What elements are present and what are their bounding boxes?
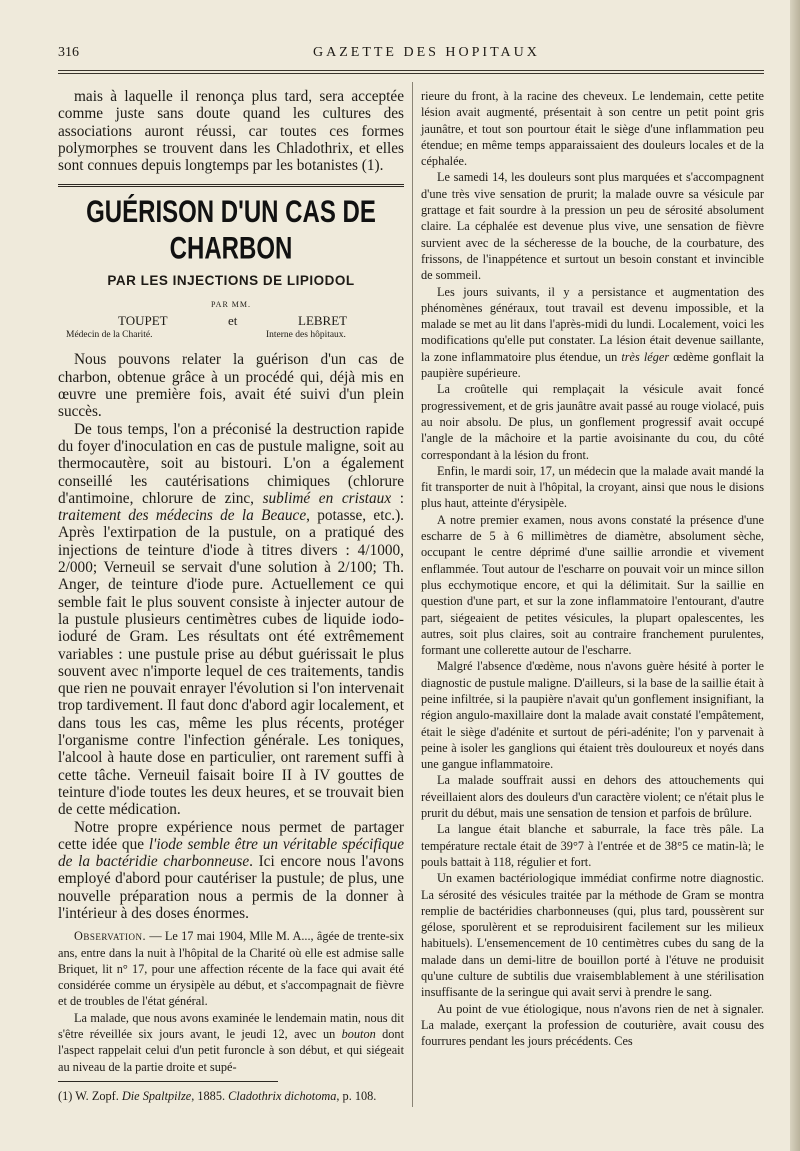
authors-block	[58, 313, 404, 345]
paragraph-first-exam: A notre premier examen, nous avons constaté la présence d'une escharre de 5 à 6 millimètres de diamètre, absolument sèche, occupant le centre déprimé d'une saillie arrondie et vivement enflammée. Tout autour de l'escharre on pouvait voir un mince sillon plus ecchymotique encore, et qui la délimitait. Sur la saillie en question d'une part, et sur la zone inflammatoire l'entourant, d'autre part, siégeaient de petites vésicules, la plupart opalescentes, les autres, soit plus claires, soit au contraire franchement purulentes, formant une collerette autour de l'escharre.	[421, 512, 764, 658]
journal-title: GAZETTE DES HOPITAUX	[313, 45, 540, 60]
author-conjunction: et	[228, 313, 238, 329]
article-subtitle: PAR LES INJECTIONS DE LIPIODOL	[107, 273, 355, 289]
author-toupet-role: Médecin de la Charité.	[66, 330, 153, 341]
article-rule	[58, 184, 404, 187]
author-toupet: TOUPET	[118, 313, 168, 329]
author-lebret: LEBRET	[298, 313, 348, 329]
footnote: (1) W. Zopf. Die Spaltpilze, 1885. Cladothrix dichotoma, p. 108.	[58, 1088, 377, 1103]
paragraph-crust: La croûtelle qui remplaçait la vésicule avait foncé progressivement, et de gris jaunâtre avait passé au rouge violacé, puis au noir absolu. De plus, un gonflement progressif avait occupé l'angle de la mâchoire et la partie avoisinante du cou, du côté correspondant à la lésion du front.	[421, 382, 764, 462]
page-header	[58, 45, 764, 67]
paragraph-etiology: Au point de vue étiologique, nous n'avons rien de net à signaler. La malade, exerçant la profession de couturière, avait cousu des fourrures pendant les jours précédents. Ces	[421, 1001, 764, 1049]
column-divider	[412, 82, 413, 1107]
paragraph-bacteriology: Un examen bactériologique immédiat confirme notre diagnostic. La sérosité des vésicules traitée par la méthode de Gram se montra remplie de bactéridies charbonneuses (qui, plus tard, poussèrent sur gélose, sporulèrent et se reproduisirent facilement sur les milieux habituels). L'ensemencement de 10 centimètres cubes du sang de la malade dans un demi-litre de bouillon porté à l'étuve ne produisit qu'une culture de subtilis due vraisemblablement à une stérilisation insuffisante de la seringue qui avait servi à prendre le sang.	[421, 871, 764, 1000]
byline-prefix: PAR MM.	[210, 300, 252, 310]
paragraph-lesion-onset: rieure du front, à la racine des cheveux. Le lendemain, cette petite lésion avait augmenté, présentait à son centre un petit point gris jaunâtre, et tout son pourtour était le siège d'une inflammation peu étendue; en même temps apparaissaient des douleurs locales et de la céphalée.	[421, 89, 764, 169]
header-rule	[58, 70, 764, 71]
observation-label: Observation.	[74, 929, 147, 944]
article-title: GUÉRISON D'UN CAS DE CHARBON	[86, 195, 376, 267]
left-column	[58, 88, 404, 1104]
page-edge-shadow	[790, 0, 800, 1151]
paragraph-saturday: Le samedi 14, les douleurs sont plus marquées et s'accompagnent d'une très vive sensation de prurit; la malade ouvre sa vésicule par grattage et fait sourdre à la pression un peu de sérosité absolument claire. La céphalée est devenue plus vive, une sensation de fièvre survient avec de la sécheresse de la bouche, de la courbature, des frissons, de l'inappétence et surtout un besoin constant et invincible de sommeil.	[421, 170, 764, 283]
observation-paragraph: Observation. — Le 17 mai 1904, Mlle M. A..., âgée de trente-six ans, entre dans la nuit à l'hôpital de la Charité où elle est admise salle Briquet, lit n° 17, pour une affection récente de la face qui avait été considérée comme un érysipèle au début, et s'accompagnait de fièvre et de troubles de l'état général.	[58, 929, 404, 1009]
footnote-rule	[58, 1081, 278, 1082]
paragraph-admission: Enfin, le mardi soir, 17, un médecin que la malade avait mandé la fit transporter de nuit à l'hôpital, la croyant, ainsi que nous le disions plus haut, atteinte d'érysipèle.	[421, 463, 764, 511]
paragraph-patient-history: La malade, que nous avons examinée le lendemain matin, nous dit s'être réveillée six jours avant, le jeudi 12, avec un bouton dont l'aspect rappelait celui d'un petit furoncle à son début, et qui siégeait au niveau de la partie droite et supé-	[58, 1010, 404, 1074]
right-column	[421, 88, 764, 1050]
paragraph-diagnosis: Malgré l'absence d'œdème, nous n'avons guère hésité à porter le diagnostic de pustule maligne. D'ailleurs, si la base de la saillie était à peine infiltrée, si la paupière n'avait qu'un gonflement insignifiant, la région angulo-maxillaire dont la malade avait constaté l'empâtement, était le siège d'adénite et surtout de péri-adénite; l'on y parvenait à peine à isoler les ganglions qui étaient très douloureux et noyés dans une gangue inflammatoire.	[421, 659, 765, 772]
continued-paragraph: mais à laquelle il renonça plus tard, sera acceptée comme juste sans doute quand les cultures des associations auront réussi, car toutes ces formes polymorphes se trouvent dans les Chladothrix, et elles sont connues depuis longtemps par les botanistes (1).	[58, 88, 404, 175]
paragraph-treatments: De tous temps, l'on a préconisé la destruction rapide du foyer d'inoculation en cas de pustule maligne, soit au thermocautère, soit au bistouri. L'on a également conseillé les cautérisations chimiques (chlorure d'antimoine, chlorure de zinc, sublimé en cristaux : traitement des médecins de la Beauce, potasse, etc.). Après l'extirpation de la pustule, on a pratiqué des injections de teinture d'iode à titres divers : 4/1000, 2/000; Verneuil se servait d'une solution à 2/100; Th. Anger, de teinture d'iode pure. Actuellement ce qui semble fait le plus souvent consiste à injecter autour de la pustule plusieurs centimètres cubes de liquide iodo-ioduré de Gram. Les résultats ont été extrêmement variables : une pustule prise au début guérissait le plus souvent avec n'importe lequel de ces traitements, tandis que rien ne pouvait enrayer l'évolution si l'on intervenait trop tardivement. Il faut donc d'abord agir localement, et dans tous les cas, même les plus récents, protéger l'organisme contre l'infection générale. Les toniques, l'alcool à haute dose en particulier, ont rarement suffi à cette tâche. Verneuil faisait boire II à IV gouttes de teinture d'iode toutes les deux heures, et se trouvait bien de cette médication.	[58, 420, 404, 819]
paragraph-iodine: Notre propre expérience nous permet de partager cette idée que l'iode semble être un véritable spécifique de la bactéridie charbonneuse. Ici encore nous l'avons employé d'abord pour cautériser la pustule; de plus, une nouvelle préparation nous a permis de la donner à l'intérieur à des doses énormes.	[58, 818, 405, 922]
paragraph-intro: Nous pouvons relater la guérison d'un cas de charbon, obtenue grâce à un procédé qui, déjà mis en œuvre une première fois, avait été suivi d'un plein succès.	[58, 351, 404, 421]
author-lebret-role: Interne des hôpitaux.	[266, 330, 346, 341]
paragraph-pain: La malade souffrait aussi en dehors des attouchements qui réveillaient alors des douleurs d'un caractère violent; ce n'était plus le prurit du début, mais une sensation de tension et parfois de brûlure.	[421, 773, 764, 821]
page-number: 316	[58, 45, 79, 60]
paragraph-following-days: Les jours suivants, il y a persistance et augmentation des phénomènes généraux, tout travail est devenu impossible, et la malade se met au lit dans l'après-midi du lundi. Localement, voici les modifications qu'elle put constater. La lésion était devenue saillante, la zone inflammatoire plus étendue, un très léger œdème gonflait la paupière supérieure.	[421, 284, 764, 381]
paragraph-temperature: La langue était blanche et saburrale, la face très pâle. La température rectale était de 39°7 à l'entrée et de 38°5 ce matin-là; le pouls battait à 118, régulier et fort.	[421, 822, 764, 869]
header-rule-second	[58, 73, 764, 74]
